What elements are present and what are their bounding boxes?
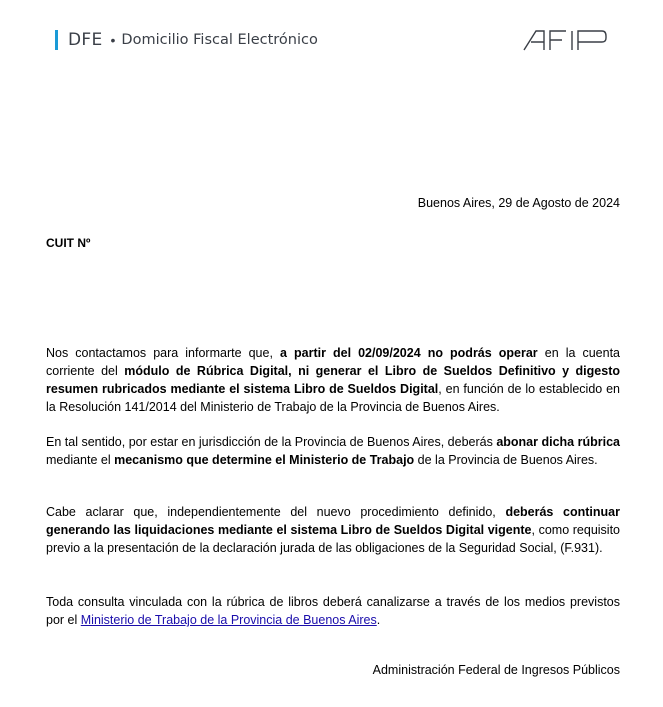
signature: Administración Federal de Ingresos Públicos <box>372 663 620 677</box>
p4-text-2: . <box>376 613 381 627</box>
header-brand: DFE <box>68 30 103 50</box>
p1-text-2: en la cuenta corriente del <box>46 346 621 378</box>
p2-text-2: mediante el <box>46 453 115 467</box>
header-separator: • <box>110 32 116 48</box>
afip-logo-icon <box>522 28 608 52</box>
header-accent-bar <box>55 30 58 50</box>
p2-text-1: En tal sentido, por estar en jurisdicción de la Provincia de Buenos Aires, deberás <box>46 435 497 449</box>
p3-text-1: Cabe aclarar que, independientemente del nuevo procedimiento definido, <box>46 505 506 519</box>
letter-date: Buenos Aires, 29 de Agosto de 2024 <box>417 196 620 210</box>
p2-text-3: de la Provincia de Buenos Aires. <box>414 453 598 467</box>
paragraph-3 <box>46 503 620 557</box>
p2-bold-1: abonar dicha rúbrica <box>496 435 620 449</box>
p1-bold-1: a partir del 02/09/2024 no podrás operar <box>279 346 538 360</box>
cuit-label: CUIT Nº <box>46 236 91 250</box>
afip-logo <box>522 28 608 52</box>
p1-bold-2: módulo de Rúbrica Digital, ni generar el Libro de Sueldos Definitivo y digesto resumen rubricados mediante el sistema Libro de Sueldos Digital <box>46 364 620 396</box>
dfe-header <box>55 28 318 52</box>
paragraph-2 <box>46 433 620 469</box>
header-subtitle: Domicilio Fiscal Electrónico <box>121 32 318 48</box>
ministerio-link[interactable]: Ministerio de Trabajo de la Provincia de Buenos Aires <box>80 613 377 627</box>
p1-text-1: Nos contactamos para informarte que, <box>46 346 280 360</box>
p3-text-2: , como requisito previo a la presentación de la declaración jurada de las obligaciones de la Seguridad Social, (F.931). <box>46 523 621 555</box>
p3-bold-1: deberás continuar generando las liquidaciones mediante el sistema Libro de Sueldos Digital vigente <box>46 505 620 537</box>
p1-text-3: , en función de lo establecido en la Resolución 141/2014 del Ministerio de Trabajo de la Provincia de Buenos Aires. <box>46 382 621 414</box>
paragraph-1 <box>46 344 620 416</box>
p4-text-1: Toda consulta vinculada con la rúbrica de libros deberá canalizarse a través de los medios previstos por el <box>46 595 620 627</box>
p2-bold-2: mecanismo que determine el Ministerio de Trabajo <box>114 453 415 467</box>
paragraph-4 <box>46 593 620 629</box>
